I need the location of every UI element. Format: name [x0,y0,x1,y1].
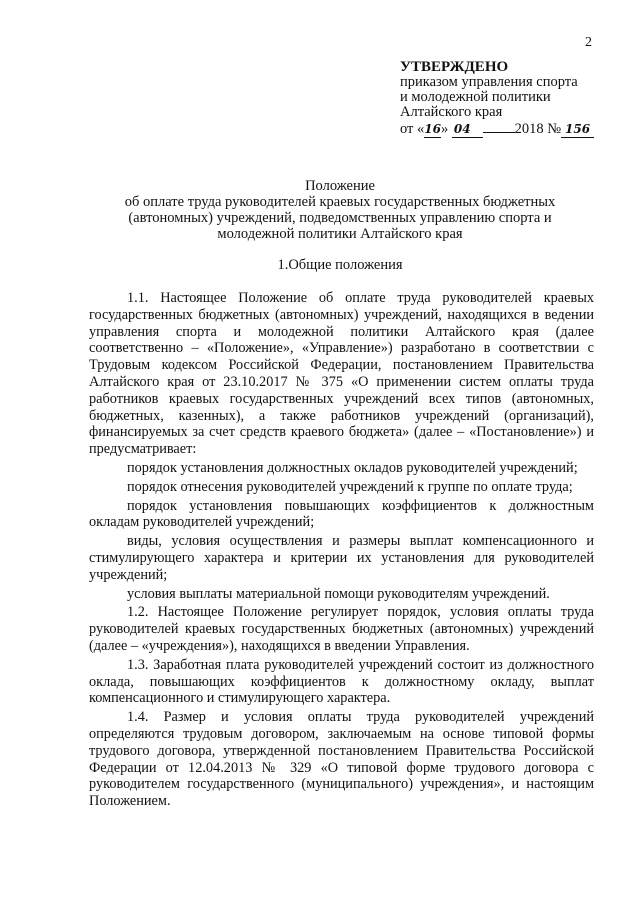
paragraph: порядок установления повышающих коэффициентов к должностным окладам руководителей учреждений; [89,497,594,531]
date-underline [483,120,515,133]
approval-line-3: Алтайского края [400,104,503,120]
title-line-3: (автономных) учреждений, подведомственных управлению спорта и [128,210,552,226]
paragraph: условия выплаты материальной помощи руководителям учреждений. [127,585,550,602]
paragraph: 1.4. Размер и условия оплаты труда руководителей учреждений определяются трудовым договором, заключаемым на основе типовой формы трудового договора, утвержденной постановлением Правительства Российской Федерации от 12.04.2013 № 329 «О типовой форме трудового договора с руководителем государственного (муниципального) учреждения», и настоящим Положением. [89,709,594,810]
approval-line-1: приказом управления спорта [400,74,578,90]
paragraph: 1.2. Настоящее Положение регулирует порядок, условия оплаты труда руководителей краевых государственных бюджетных (автономных) учреждений (далее – «учреждения»), находящихся в введении Управления. [89,604,594,654]
paragraph: порядок установления должностных окладов руководителей учреждений; [127,459,578,476]
approval-date-line [400,120,594,138]
date-mid: » [440,121,449,137]
title-line-2: об оплате труда руководителей краевых государственных бюджетных [124,194,556,210]
approval-stamp [400,60,594,138]
approval-line-2: и молодежной политики [400,89,551,105]
page-number: 2 [585,35,592,50]
paragraph: виды, условия осуществления и размеры выплат компенсационного и стимулирующего характера и критерии их установления для руководителей учреждений; [89,533,594,583]
title-line-4: молодежной политики Алтайского края [217,226,463,242]
handwritten-number: 156 [561,122,594,138]
year-text: 2018 № [514,121,562,137]
paragraph: 1.3. Заработная плата руководителей учреждений состоит из должностного оклада, повышающих коэффициентов к должностному окладу, выплат компенсационного и стимулирующего характера. [89,656,594,707]
handwritten-day: 16 [424,122,441,136]
section-heading: 1.Общие положения [277,257,403,273]
paragraph: 1.1. Настоящее Положение об оплате труда руководителей краевых государственных бюджетных (автономных) учреждений, находящихся в ведении управления спорта и молодежной политики Алтайского края (далее соответственно – «Положение», «Управление») разработано в соответствии с Трудовым кодексом Российской Федерации, постановлением Правительства Алтайского края от 23.10.2017 № 375 «О применении систем оплаты труда работников краевых государственных учреждений всех типов (автономных, бюджетных, казенных), а также работников учреждений (организаций), финансируемых за счет средств краевого бюджета» (далее – «Постановление») и предусматривает: [89,290,594,458]
document-title [90,178,590,242]
handwritten-month: 04 [452,122,483,138]
paragraph: порядок отнесения руководителей учреждений к группе по оплате труда; [127,478,573,495]
document-body [89,290,594,810]
title-line-1: Положение [305,178,375,194]
approval-heading: УТВЕРЖДЕНО [400,59,509,75]
date-prefix: от « [400,121,425,137]
